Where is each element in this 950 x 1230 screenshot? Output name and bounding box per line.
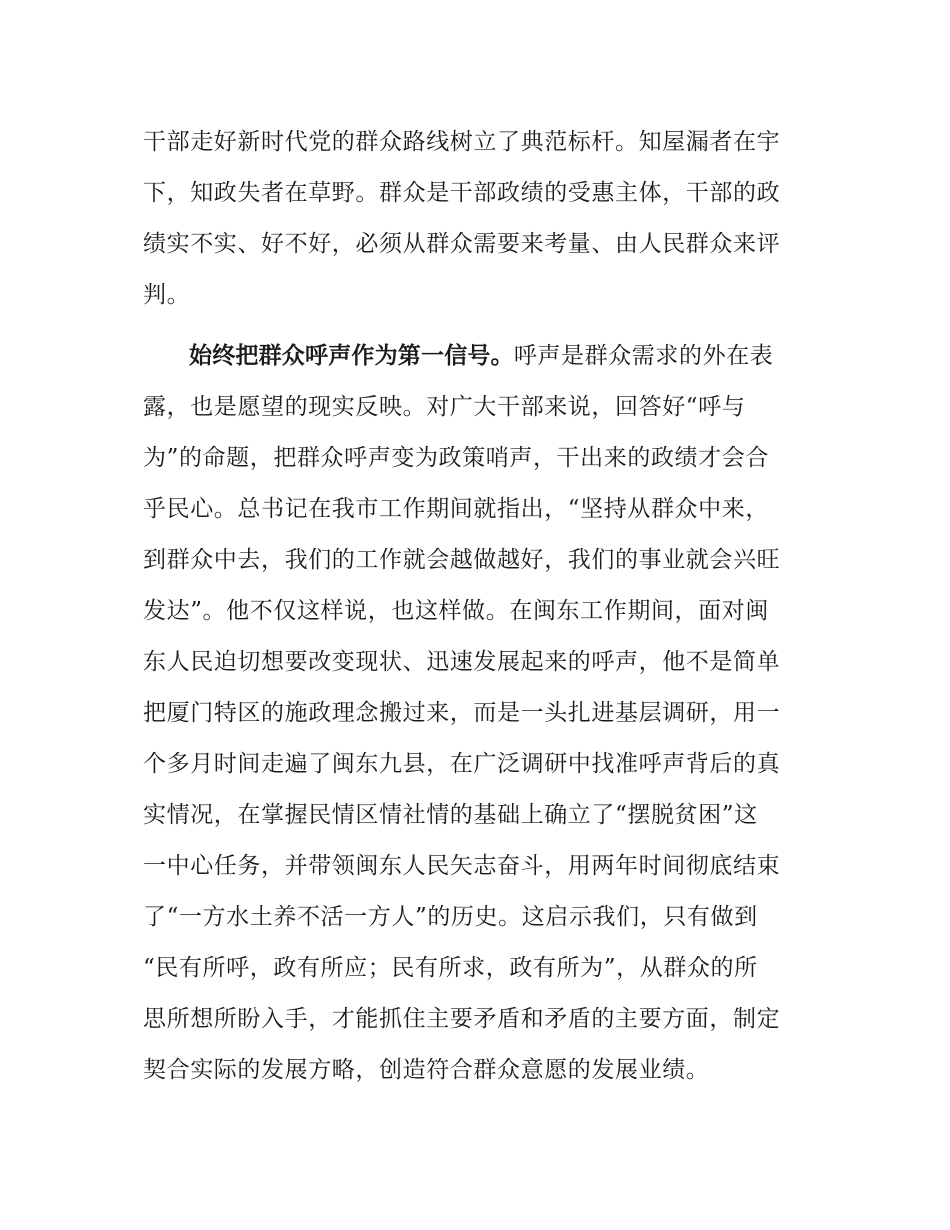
paragraph-2-line: 到群众中去，我们的工作就会越做越好，我们的事业就会兴旺 xyxy=(143,547,781,573)
paragraph-2-first-line xyxy=(143,331,823,382)
paragraph-2-line: 个多月时间走遍了闽东九县，在广泛调研中找准呼声背后的真 xyxy=(143,751,781,777)
paragraph-1-line: 下，知政失者在草野。群众是干部政绩的受惠主体，干部的政 xyxy=(143,180,781,206)
paragraph-2-line: 契合实际的发展方略，创造符合群众意愿的发展业绩。 xyxy=(143,1057,710,1083)
paragraph-2-first-line-text: 呼声是群众需求的外在表 xyxy=(513,343,774,369)
paragraph-2 xyxy=(143,331,823,1096)
paragraph-2-line: 思所想所盼入手，才能抓住主要矛盾和矛盾的主要方面，制定 xyxy=(143,1006,781,1032)
paragraph-2-line: “民有所呼，政有所应；民有所求，政有所为”，从群众的所 xyxy=(143,955,758,981)
paragraph-2-line: 实情况，在掌握民情区情社情的基础上确立了“摆脱贫困”这 xyxy=(143,802,758,828)
paragraph-2-line: 了“一方水土养不活一方人”的历史。这启示我们，只有做到 xyxy=(143,904,758,930)
paragraph-2-line: 露，也是愿望的现实反映。对广大干部来说，回答好“呼与 xyxy=(143,394,746,420)
paragraph-2-line: 乎民心。总书记在我市工作期间就指出，“坚持从群众中来， xyxy=(143,496,769,522)
paragraph-2-line: 发达”。他不仅这样说，也这样做。在闽东工作期间，面对闽 xyxy=(143,598,769,624)
paragraph-1 xyxy=(143,117,823,321)
paragraph-1-line: 绩实不实、好不好，必须从群众需要来考量、由人民群众来评 xyxy=(143,231,781,257)
paragraph-2-line: 把厦门特区的施政理念搬过来，而是一头扎进基层调研，用一 xyxy=(143,700,781,726)
paragraph-1-line: 干部走好新时代党的群众路线树立了典范标杆。知屋漏者在宇 xyxy=(143,129,781,155)
paragraph-2-line: 为”的命题，把群众呼声变为政策哨声，干出来的政绩才会合 xyxy=(143,445,769,471)
paragraph-1-line: 判。 xyxy=(143,282,191,308)
paragraph-2-lead-sentence: 始终把群众呼声作为第一信号。 xyxy=(189,343,514,369)
paragraph-2-line: 一中心任务，并带领闽东人民矢志奋斗，用两年时间彻底结束 xyxy=(143,853,781,879)
paragraph-2-line: 东人民迫切想要改变现状、迅速发展起来的呼声，他不是简单 xyxy=(143,649,781,675)
